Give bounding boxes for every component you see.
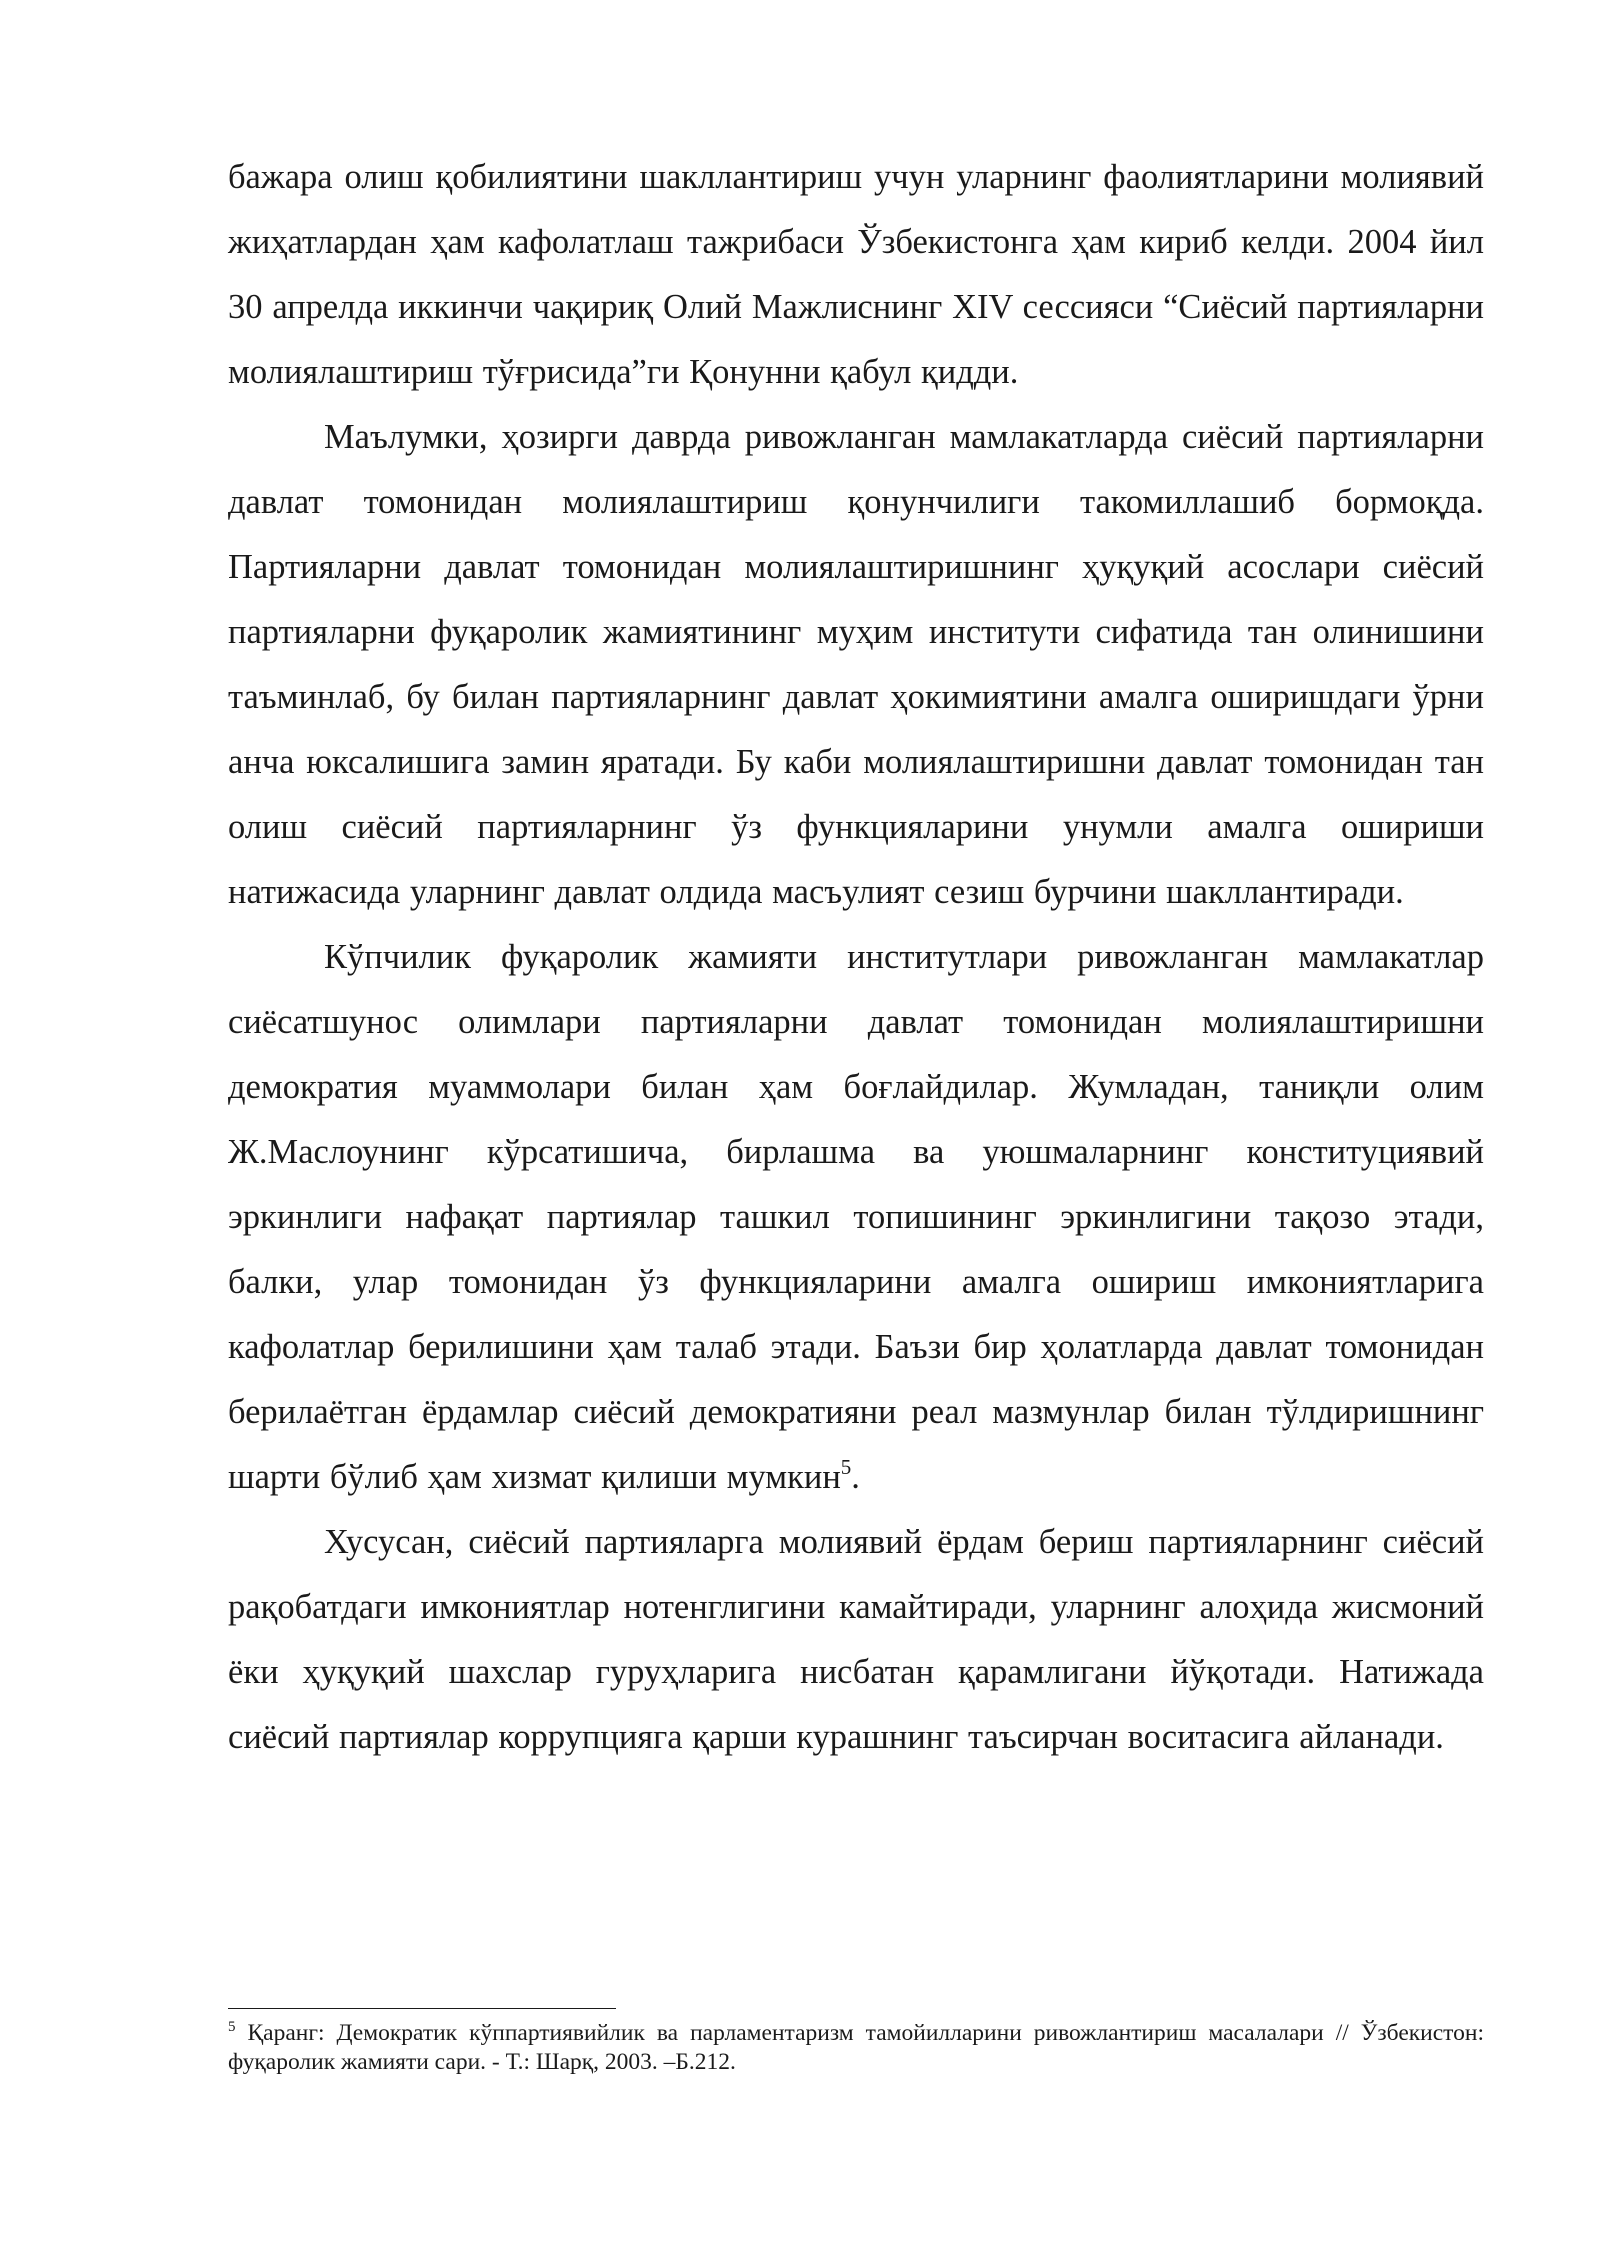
paragraph-continuation: бажара олиш қобилиятини шакллантириш учун уларнинг фаолиятларини молиявий жиҳатлардан ҳам кафолатлаш тажрибаси Ўзбекистонга ҳам кириб келди. 2004 йил 30 апрелда иккинчи чақириқ Олий Мажлиснинг XIV сессияси “Сиёсий партияларни молиялаштириш тўғрисида”ги Қонунни қабул қидди. (228, 158, 1484, 391)
footnote-number: 5 (228, 2019, 236, 2035)
footnote-text: Қаранг: Демократик кўппартиявийлик ва парламентаризм тамойилларини ривожлантириш масалалари // Ўзбекистон: фуқаролик жамияти сари. - Т.: Шарқ, 2003. –Б.212. (228, 2020, 1484, 2075)
footnote-reference[interactable]: 5 (840, 1455, 852, 1479)
paragraph-democracy-text: Кўпчилик фуқаролик жамияти институтлари ривожланган мамлакатлар сиёсатшунос олимлари партияларни давлат томонидан молиялаштиришни демократия муаммолари билан ҳам боғлайдилар. Жумладан, таниқли олим Ж.Маслоунинг кўрсатишича, бирлашма ва уюшмаларнинг конституциявий эркинлиги нафақат партиялар ташкил топишининг эркинлигини тақозо этади, балки, улар томонидан ўз функцияларини амалга ошириш имкониятларига кафолатлар берилишини ҳам талаб этади. Баъзи бир ҳолатларда давлат томонидан берилаётган ёрдамлар сиёсий демократияни реал мазмунлар билан тўлдиришнинг шарти бўлиб ҳам хизмат қилиши мумкин (228, 938, 1484, 1496)
footnote-separator (228, 2008, 616, 2009)
document-body (228, 145, 1484, 1770)
paragraph-corruption: Хусусан, сиёсий партияларга молиявий ёрдам бериш партияларнинг сиёсий рақобатдаги имкониятлар нотенглигини камайтиради, уларнинг алоҳида жисмоний ёки ҳуқуқий шахслар гуруҳларига нисбатан қарамлигани йўқотади. Натижада сиёсий партиялар коррупцияга қарши курашнинг таъсирчан воситасига айланади. (228, 1523, 1484, 1756)
footnote (228, 2019, 1484, 2077)
paragraph-funding-law: Маълумки, ҳозирги даврда ривожланган мамлакатларда сиёсий партияларни давлат томонидан молиялаштириш қонунчилиги такомиллашиб бормоқда. Партияларни давлат томонидан молиялаштиришнинг ҳуқуқий асослари сиёсий партияларни фуқаролик жамиятининг муҳим институти сифатида тан олинишини таъминлаб, бу билан партияларнинг давлат ҳокимиятини амалга оширишдаги ўрни анча юксалишига замин яратади. Бу каби молиялаштиришни давлат томонидан тан олиш сиёсий партияларнинг ўз функцияларини унумли амалга ошириши натижасида уларнинг давлат олдида масъулият сезиш бурчини шакллантиради. (228, 418, 1484, 911)
paragraph-democracy-tail: . (851, 1458, 860, 1496)
paragraph-democracy (228, 925, 1484, 1510)
